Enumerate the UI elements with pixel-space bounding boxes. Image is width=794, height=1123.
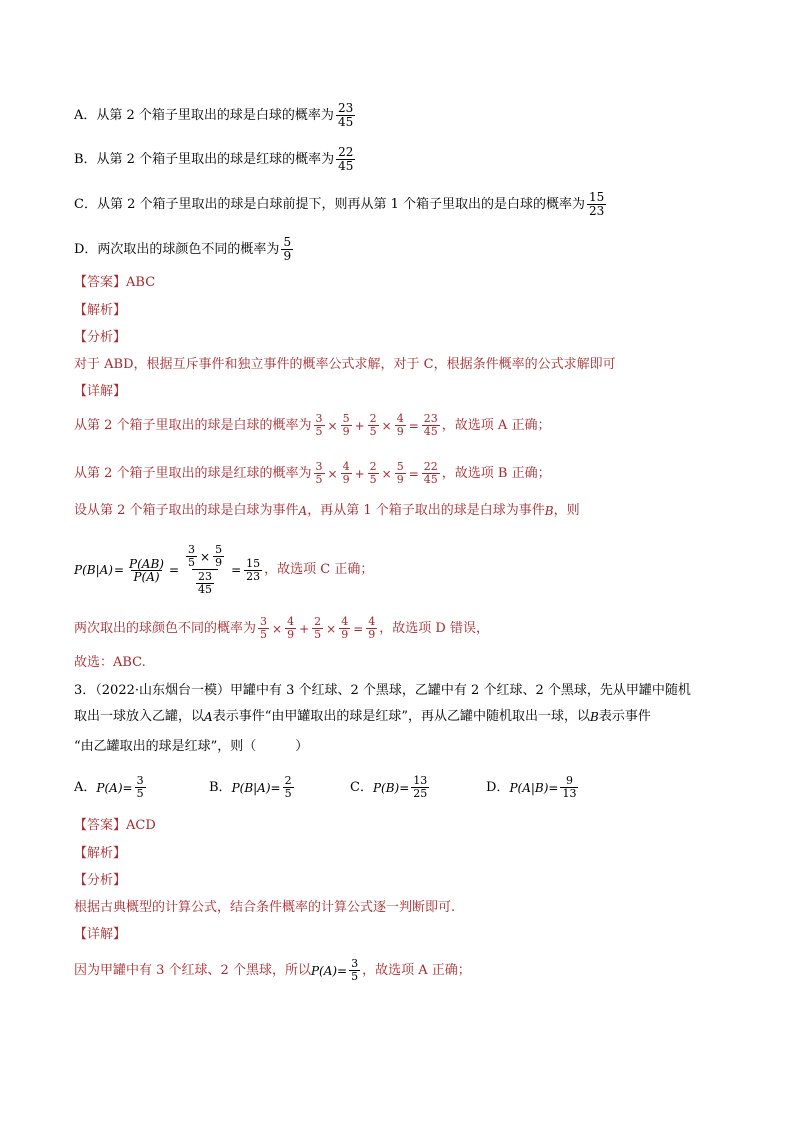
detail-text: ，故选项 B 正确； (441, 465, 551, 481)
fraction: $\frac{2}{5}$ (314, 615, 322, 641)
detail-text: ，故选项 D 错误， (379, 620, 489, 636)
fraction: $\frac{2}{5}$ (284, 774, 292, 800)
q3-fenxi-label (74, 872, 126, 890)
fraction: $\frac{5}{9}$ (342, 412, 350, 438)
q3-analysis-label (74, 845, 126, 863)
fraction: $\frac{5}{9}$ (396, 460, 404, 486)
fraction: $\frac{9}{13}$ (562, 774, 577, 800)
q2-detail-line-2: 从第 2 个箱子里取出的球是红球的概率为 $\frac{3}{5}$ × $\frac{4}{9}$ + $\frac{2}{5}$ × $\frac{5}{9}$ = $\frac{22}{45}$ ，故选项 B 正确； (74, 460, 551, 486)
stem-text: “由乙罐取出的球是红球”，则（ ） (74, 739, 309, 754)
q2-conclusion (74, 654, 146, 672)
answer-value: ABC (126, 275, 156, 290)
answer-label: 【答案】 (74, 818, 127, 833)
stem-text: 表示事件“由甲罐取出的球是红球”，再从乙罐中随机取出一球，以 (212, 709, 590, 724)
q3-detail-line-1 (74, 958, 471, 983)
option-label: B． (209, 779, 232, 795)
q3-stem-line-3 (74, 738, 308, 756)
conclusion-text: 故选：ABC. (74, 655, 146, 670)
q3-option-b (209, 775, 350, 800)
fraction (336, 102, 355, 129)
formula-lhs: P(B)= (372, 780, 410, 795)
fraction: $\frac{4}{9}$ (396, 412, 404, 438)
q2-analysis-label (74, 302, 126, 320)
denominator: 23 (589, 204, 605, 218)
q2-option-b (74, 146, 357, 173)
stem-text: 3．（2022·山东烟台一模）甲罐中有 3 个红球、2 个黑球，乙罐中有 2 个红球、2 个黑球，先从甲罐中随机 (74, 683, 691, 698)
fraction: $\frac{4}{9}$ (341, 615, 349, 641)
q2-option-d (74, 236, 295, 263)
formula-lhs: P(B|A)= (231, 780, 281, 795)
event-symbol: A (204, 710, 213, 724)
q3-option-c (350, 775, 486, 800)
q2-detail-label (74, 383, 126, 401)
formula-lhs: P(A|B)= (509, 780, 559, 795)
q2-option-c (74, 191, 608, 218)
detail-text: ，故选项 A 正确； (362, 962, 471, 978)
fraction: $\frac{3}{5}$ (315, 412, 323, 438)
option-label: A． (74, 779, 97, 795)
option-text: C．从第 2 个箱子里取出的球是白球前提下，则再从第 1 个箱子里取出的是白球的概率为 (74, 196, 586, 212)
fenxi-label: 【分析】 (74, 873, 127, 888)
numerator: 5 (283, 235, 292, 249)
fraction: $\frac{3}{5}$ (260, 615, 268, 641)
detail-text: 设从第 2 个箱子取出的球是白球为事件 (74, 503, 299, 518)
q2-fenxi-label (74, 329, 126, 347)
event-symbol: B (544, 504, 554, 518)
option-label: C． (350, 779, 373, 795)
fraction: $\frac{3}{5}$ (136, 774, 144, 800)
q3-detail-label (74, 926, 126, 944)
q3-fenxi-text (74, 899, 455, 917)
fenxi-label: 【分析】 (74, 330, 127, 345)
option-text: A．从第 2 个箱子里取出的球是白球的概率为 (74, 107, 334, 123)
event-symbol: A (298, 504, 308, 518)
fraction: $\frac{13}{25}$ (413, 774, 428, 800)
fraction: $\frac{15}{23}$ (246, 556, 261, 583)
detail-text: ，故选项 C 正确； (264, 562, 374, 577)
denominator: 45 (337, 115, 354, 129)
detail-text: ，故选项 A 正确； (441, 417, 551, 433)
fraction (587, 191, 606, 218)
fraction: $\frac{4}{9}$ (342, 460, 350, 486)
analysis-label: 【解析】 (74, 303, 127, 318)
fraction: $\frac{4}{9}$ (287, 615, 295, 641)
option-text: D．两次取出的球颜色不同的概率为 (74, 241, 280, 257)
option-text: B．从第 2 个箱子里取出的球是红球的概率为 (74, 151, 335, 167)
fraction: $\frac{2}{5}$ (369, 460, 377, 486)
denominator: 9 (283, 249, 292, 263)
fraction: $\frac{3}{5}$ (351, 957, 359, 983)
fraction: $\frac{22}{45}$ (423, 460, 438, 486)
q2-detail-line-5: 两次取出的球颜色不同的概率为 $\frac{3}{5}$ × $\frac{4}{9}$ + $\frac{2}{5}$ × $\frac{4}{9}$ = $\frac{4}{9}$ ，故选项 D 错误， (74, 615, 489, 641)
option-label: D． (486, 779, 510, 795)
q3-answer (74, 817, 156, 835)
q2-fenxi-text (74, 356, 616, 374)
detail-label: 【详解】 (74, 927, 127, 942)
q2-option-a (74, 102, 357, 129)
q2-detail-line-4: P(B|A) = $\frac{P(AB)}{P(A)}$ = $\frac{3}{5}$ × $\frac{5}{9}$ $\frac{23}{45}$ = $\frac{15}{23}$ ，故选项 C 正确； (74, 543, 374, 596)
q3-stem-line-1 (74, 682, 691, 700)
detail-text: 两次取出的球颜色不同的概率为 (74, 620, 257, 636)
event-symbol: B (589, 710, 599, 724)
analysis-label: 【解析】 (74, 846, 127, 861)
fraction: $\frac{4}{9}$ (368, 615, 376, 641)
numerator: 23 (337, 101, 354, 115)
fraction (281, 236, 293, 263)
detail-text: ，再从第 1 个箱子取出的球是白球为事件 (307, 503, 545, 518)
detail-text: 从第 2 个箱子里取出的球是白球的概率为 (74, 417, 312, 433)
formula-lhs: P(B|A) (74, 563, 113, 577)
detail-label: 【详解】 (74, 384, 127, 399)
compound-fraction: $\frac{3}{5}$ × $\frac{5}{9}$ $\frac{23}{45}$ (188, 543, 223, 596)
answer-label: 【答案】 (74, 275, 127, 290)
fenxi-text: 对于 ABD，根据互斥事件和独立事件的概率公式求解，对于 C，根据条件概率的公式求解即可 (74, 357, 616, 372)
stem-text: 取出一球放入乙罐，以 (74, 709, 205, 724)
fraction: $\frac{2}{5}$ (369, 412, 377, 438)
q3-option-d (486, 775, 580, 800)
answer-value: ACD (126, 818, 156, 833)
fraction: $\frac{23}{45}$ (423, 412, 438, 438)
numerator: 22 (338, 145, 354, 159)
q3-stem-line-2 (74, 708, 651, 726)
denominator: 45 (338, 159, 354, 173)
stem-text: 表示事件 (598, 709, 651, 724)
q2-detail-line-1: 从第 2 个箱子里取出的球是白球的概率为 $\frac{3}{5}$ × $\frac{5}{9}$ + $\frac{2}{5}$ × $\frac{4}{9}$ = $\frac{23}{45}$ ，故选项 A 正确； (74, 412, 551, 438)
formula-lhs: P(A)= (96, 780, 133, 795)
numerator: 15 (589, 190, 605, 204)
detail-text: 因为甲罐中有 3 个红球、2 个黑球，所以 (74, 962, 311, 978)
q3-option-a (74, 775, 209, 800)
fraction: $\frac{P(AB)}{P(A)}$ (129, 556, 164, 584)
q3-options (74, 775, 580, 800)
formula-lhs: P(A)= (310, 963, 348, 978)
q2-answer (74, 274, 155, 292)
fenxi-text: 根据古典概型的计算公式，结合条件概率的计算公式逐一判断即可. (74, 900, 456, 915)
detail-text: 从第 2 个箱子里取出的球是红球的概率为 (74, 465, 312, 481)
detail-text: ，则 (553, 503, 580, 518)
q2-detail-line-3 (74, 502, 580, 520)
fraction (336, 146, 355, 173)
fraction: $\frac{3}{5}$ (315, 460, 323, 486)
